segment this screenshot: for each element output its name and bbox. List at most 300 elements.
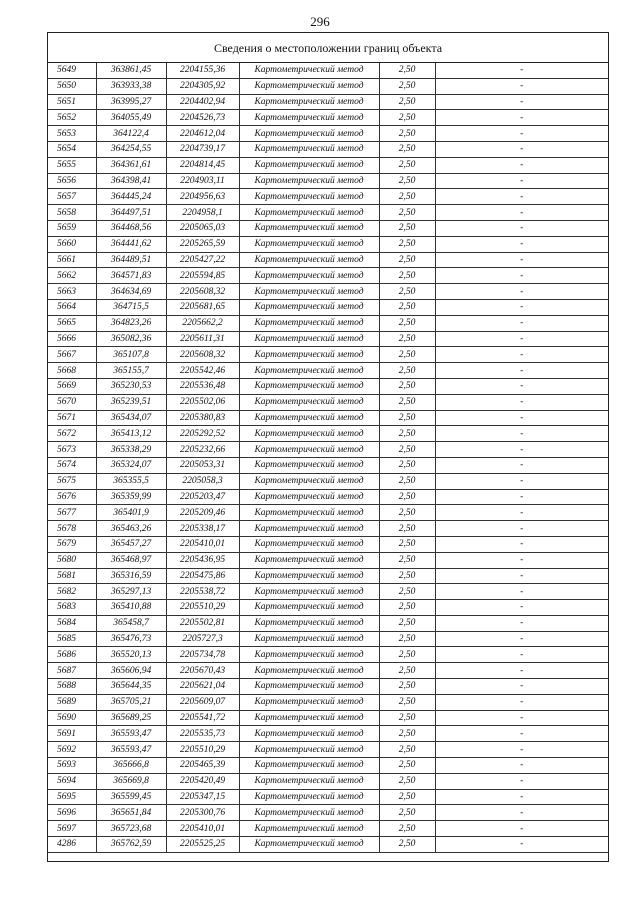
y-coordinate-cell: 2205670,43 bbox=[166, 663, 239, 679]
x-coordinate-cell: 365463,26 bbox=[96, 521, 166, 537]
method-cell: Картометрический метод bbox=[239, 268, 379, 284]
table-row bbox=[48, 805, 608, 821]
y-coordinate-cell: 2205292,52 bbox=[166, 426, 239, 442]
table-row bbox=[48, 173, 608, 189]
y-coordinate-cell: 2205209,46 bbox=[166, 505, 239, 521]
x-coordinate-cell: 363861,45 bbox=[96, 63, 166, 78]
point-number-cell: 5678 bbox=[48, 521, 96, 537]
description-cell: - bbox=[435, 805, 608, 821]
description-cell: - bbox=[435, 536, 608, 552]
point-number-cell: 5659 bbox=[48, 220, 96, 236]
table-row bbox=[48, 205, 608, 221]
y-coordinate-cell: 2205338,17 bbox=[166, 521, 239, 537]
description-cell: - bbox=[435, 473, 608, 489]
method-cell: Картометрический метод bbox=[239, 157, 379, 173]
accuracy-cell: 2,50 bbox=[379, 805, 435, 821]
description-cell: - bbox=[435, 189, 608, 205]
point-number-cell: 5669 bbox=[48, 378, 96, 394]
x-coordinate-cell: 365434,07 bbox=[96, 410, 166, 426]
method-cell: Картометрический метод bbox=[239, 94, 379, 110]
y-coordinate-cell: 2205538,72 bbox=[166, 584, 239, 600]
description-cell: - bbox=[435, 726, 608, 742]
method-cell: Картометрический метод bbox=[239, 378, 379, 394]
y-coordinate-cell: 2205535,73 bbox=[166, 726, 239, 742]
x-coordinate-cell: 365476,73 bbox=[96, 631, 166, 647]
accuracy-cell: 2,50 bbox=[379, 442, 435, 458]
point-number-cell: 5691 bbox=[48, 726, 96, 742]
x-coordinate-cell: 365458,7 bbox=[96, 615, 166, 631]
x-coordinate-cell: 365297,13 bbox=[96, 584, 166, 600]
document-frame bbox=[47, 32, 609, 862]
point-number-cell: 5687 bbox=[48, 663, 96, 679]
point-number-cell: 5652 bbox=[48, 110, 96, 126]
y-coordinate-cell: 2205734,78 bbox=[166, 647, 239, 663]
method-cell: Картометрический метод bbox=[239, 521, 379, 537]
accuracy-cell: 2,50 bbox=[379, 821, 435, 837]
y-coordinate-cell: 2205053,31 bbox=[166, 457, 239, 473]
accuracy-cell: 2,50 bbox=[379, 426, 435, 442]
table-row bbox=[48, 110, 608, 126]
y-coordinate-cell: 2205347,15 bbox=[166, 789, 239, 805]
x-coordinate-cell: 365689,25 bbox=[96, 710, 166, 726]
method-cell: Картометрический метод bbox=[239, 710, 379, 726]
method-cell: Картометрический метод bbox=[239, 189, 379, 205]
x-coordinate-cell: 364441,62 bbox=[96, 236, 166, 252]
accuracy-cell: 2,50 bbox=[379, 284, 435, 300]
table-row bbox=[48, 141, 608, 157]
point-number-cell: 5695 bbox=[48, 789, 96, 805]
y-coordinate-cell: 2204903,11 bbox=[166, 173, 239, 189]
method-cell: Картометрический метод bbox=[239, 315, 379, 331]
method-cell: Картометрический метод bbox=[239, 410, 379, 426]
x-coordinate-cell: 364489,51 bbox=[96, 252, 166, 268]
description-cell: - bbox=[435, 489, 608, 505]
y-coordinate-cell: 2205681,65 bbox=[166, 299, 239, 315]
table-row bbox=[48, 394, 608, 410]
description-cell: - bbox=[435, 568, 608, 584]
description-cell: - bbox=[435, 837, 608, 853]
x-coordinate-cell: 364823,26 bbox=[96, 315, 166, 331]
y-coordinate-cell: 2205510,29 bbox=[166, 600, 239, 616]
method-cell: Картометрический метод bbox=[239, 252, 379, 268]
x-coordinate-cell: 365457,27 bbox=[96, 536, 166, 552]
accuracy-cell: 2,50 bbox=[379, 837, 435, 853]
y-coordinate-cell: 2204612,04 bbox=[166, 126, 239, 142]
y-coordinate-cell: 2205727,3 bbox=[166, 631, 239, 647]
x-coordinate-cell: 365355,5 bbox=[96, 473, 166, 489]
accuracy-cell: 2,50 bbox=[379, 789, 435, 805]
description-cell: - bbox=[435, 457, 608, 473]
x-coordinate-cell: 365666,8 bbox=[96, 758, 166, 774]
table-row bbox=[48, 426, 608, 442]
table-row bbox=[48, 315, 608, 331]
description-cell: - bbox=[435, 600, 608, 616]
description-cell: - bbox=[435, 789, 608, 805]
table-row bbox=[48, 347, 608, 363]
table-row bbox=[48, 647, 608, 663]
point-number-cell: 5696 bbox=[48, 805, 96, 821]
description-cell: - bbox=[435, 821, 608, 837]
description-cell: - bbox=[435, 331, 608, 347]
accuracy-cell: 2,50 bbox=[379, 521, 435, 537]
description-cell: - bbox=[435, 268, 608, 284]
y-coordinate-cell: 2205609,07 bbox=[166, 694, 239, 710]
accuracy-cell: 2,50 bbox=[379, 94, 435, 110]
accuracy-cell: 2,50 bbox=[379, 299, 435, 315]
description-cell: - bbox=[435, 173, 608, 189]
description-cell: - bbox=[435, 521, 608, 537]
x-coordinate-cell: 364254,55 bbox=[96, 141, 166, 157]
accuracy-cell: 2,50 bbox=[379, 631, 435, 647]
accuracy-cell: 2,50 bbox=[379, 615, 435, 631]
x-coordinate-cell: 364122,4 bbox=[96, 126, 166, 142]
accuracy-cell: 2,50 bbox=[379, 126, 435, 142]
point-number-cell: 4286 bbox=[48, 837, 96, 853]
point-number-cell: 5671 bbox=[48, 410, 96, 426]
table-row bbox=[48, 584, 608, 600]
table-row bbox=[48, 63, 608, 78]
table-row bbox=[48, 773, 608, 789]
method-cell: Картометрический метод bbox=[239, 584, 379, 600]
y-coordinate-cell: 2205420,49 bbox=[166, 773, 239, 789]
table-row bbox=[48, 710, 608, 726]
y-coordinate-cell: 2205611,31 bbox=[166, 331, 239, 347]
point-number-cell: 5697 bbox=[48, 821, 96, 837]
x-coordinate-cell: 365316,59 bbox=[96, 568, 166, 584]
method-cell: Картометрический метод bbox=[239, 236, 379, 252]
y-coordinate-cell: 2205265,59 bbox=[166, 236, 239, 252]
table-row bbox=[48, 284, 608, 300]
y-coordinate-cell: 2205232,66 bbox=[166, 442, 239, 458]
method-cell: Картометрический метод bbox=[239, 363, 379, 379]
description-cell: - bbox=[435, 315, 608, 331]
coordinates-table-body bbox=[48, 63, 608, 852]
method-cell: Картометрический метод bbox=[239, 742, 379, 758]
x-coordinate-cell: 365338,29 bbox=[96, 442, 166, 458]
description-cell: - bbox=[435, 141, 608, 157]
table-row bbox=[48, 663, 608, 679]
table-row bbox=[48, 536, 608, 552]
accuracy-cell: 2,50 bbox=[379, 331, 435, 347]
y-coordinate-cell: 2205203,47 bbox=[166, 489, 239, 505]
table-row bbox=[48, 742, 608, 758]
y-coordinate-cell: 2204526,73 bbox=[166, 110, 239, 126]
y-coordinate-cell: 2205436,95 bbox=[166, 552, 239, 568]
accuracy-cell: 2,50 bbox=[379, 378, 435, 394]
y-coordinate-cell: 2205594,85 bbox=[166, 268, 239, 284]
table-row bbox=[48, 220, 608, 236]
point-number-cell: 5655 bbox=[48, 157, 96, 173]
description-cell: - bbox=[435, 694, 608, 710]
point-number-cell: 5656 bbox=[48, 173, 96, 189]
description-cell: - bbox=[435, 663, 608, 679]
point-number-cell: 5685 bbox=[48, 631, 96, 647]
point-number-cell: 5690 bbox=[48, 710, 96, 726]
x-coordinate-cell: 364571,83 bbox=[96, 268, 166, 284]
x-coordinate-cell: 365413,12 bbox=[96, 426, 166, 442]
table-row bbox=[48, 363, 608, 379]
table-row bbox=[48, 94, 608, 110]
accuracy-cell: 2,50 bbox=[379, 758, 435, 774]
description-cell: - bbox=[435, 299, 608, 315]
point-number-cell: 5689 bbox=[48, 694, 96, 710]
point-number-cell: 5668 bbox=[48, 363, 96, 379]
accuracy-cell: 2,50 bbox=[379, 205, 435, 221]
table-row bbox=[48, 252, 608, 268]
accuracy-cell: 2,50 bbox=[379, 157, 435, 173]
point-number-cell: 5661 bbox=[48, 252, 96, 268]
point-number-cell: 5675 bbox=[48, 473, 96, 489]
x-coordinate-cell: 365723,68 bbox=[96, 821, 166, 837]
table-row bbox=[48, 758, 608, 774]
table-row bbox=[48, 378, 608, 394]
table-row bbox=[48, 489, 608, 505]
accuracy-cell: 2,50 bbox=[379, 773, 435, 789]
point-number-cell: 5649 bbox=[48, 63, 96, 78]
y-coordinate-cell: 2205410,01 bbox=[166, 821, 239, 837]
description-cell: - bbox=[435, 426, 608, 442]
method-cell: Картометрический метод bbox=[239, 110, 379, 126]
y-coordinate-cell: 2205465,39 bbox=[166, 758, 239, 774]
accuracy-cell: 2,50 bbox=[379, 347, 435, 363]
y-coordinate-cell: 2204305,92 bbox=[166, 78, 239, 94]
method-cell: Картометрический метод bbox=[239, 442, 379, 458]
accuracy-cell: 2,50 bbox=[379, 457, 435, 473]
accuracy-cell: 2,50 bbox=[379, 742, 435, 758]
table-row bbox=[48, 568, 608, 584]
y-coordinate-cell: 2204814,45 bbox=[166, 157, 239, 173]
y-coordinate-cell: 2205608,32 bbox=[166, 347, 239, 363]
x-coordinate-cell: 364445,24 bbox=[96, 189, 166, 205]
y-coordinate-cell: 2204958,1 bbox=[166, 205, 239, 221]
method-cell: Картометрический метод bbox=[239, 679, 379, 695]
description-cell: - bbox=[435, 126, 608, 142]
method-cell: Картометрический метод bbox=[239, 473, 379, 489]
accuracy-cell: 2,50 bbox=[379, 647, 435, 663]
page-number: 296 bbox=[310, 14, 330, 29]
table-row bbox=[48, 410, 608, 426]
x-coordinate-cell: 365230,53 bbox=[96, 378, 166, 394]
table-row bbox=[48, 299, 608, 315]
x-coordinate-cell: 365107,8 bbox=[96, 347, 166, 363]
method-cell: Картометрический метод bbox=[239, 726, 379, 742]
point-number-cell: 5694 bbox=[48, 773, 96, 789]
x-coordinate-cell: 364497,51 bbox=[96, 205, 166, 221]
point-number-cell: 5665 bbox=[48, 315, 96, 331]
point-number-cell: 5679 bbox=[48, 536, 96, 552]
point-number-cell: 5682 bbox=[48, 584, 96, 600]
point-number-cell: 5664 bbox=[48, 299, 96, 315]
y-coordinate-cell: 2205502,06 bbox=[166, 394, 239, 410]
description-cell: - bbox=[435, 378, 608, 394]
description-cell: - bbox=[435, 236, 608, 252]
table-row bbox=[48, 600, 608, 616]
y-coordinate-cell: 2205542,46 bbox=[166, 363, 239, 379]
accuracy-cell: 2,50 bbox=[379, 173, 435, 189]
method-cell: Картометрический метод bbox=[239, 78, 379, 94]
point-number-cell: 5663 bbox=[48, 284, 96, 300]
table-row bbox=[48, 189, 608, 205]
y-coordinate-cell: 2204155,36 bbox=[166, 63, 239, 78]
table-row bbox=[48, 821, 608, 837]
accuracy-cell: 2,50 bbox=[379, 63, 435, 78]
method-cell: Картометрический метод bbox=[239, 615, 379, 631]
point-number-cell: 5650 bbox=[48, 78, 96, 94]
y-coordinate-cell: 2205410,01 bbox=[166, 536, 239, 552]
point-number-cell: 5688 bbox=[48, 679, 96, 695]
method-cell: Картометрический метод bbox=[239, 663, 379, 679]
x-coordinate-cell: 364715,5 bbox=[96, 299, 166, 315]
point-number-cell: 5653 bbox=[48, 126, 96, 142]
method-cell: Картометрический метод bbox=[239, 284, 379, 300]
point-number-cell: 5683 bbox=[48, 600, 96, 616]
x-coordinate-cell: 364398,41 bbox=[96, 173, 166, 189]
x-coordinate-cell: 365644,35 bbox=[96, 679, 166, 695]
method-cell: Картометрический метод bbox=[239, 789, 379, 805]
table-row bbox=[48, 78, 608, 94]
method-cell: Картометрический метод bbox=[239, 457, 379, 473]
accuracy-cell: 2,50 bbox=[379, 110, 435, 126]
x-coordinate-cell: 363933,38 bbox=[96, 78, 166, 94]
y-coordinate-cell: 2205662,2 bbox=[166, 315, 239, 331]
description-cell: - bbox=[435, 394, 608, 410]
accuracy-cell: 2,50 bbox=[379, 663, 435, 679]
accuracy-cell: 2,50 bbox=[379, 363, 435, 379]
description-cell: - bbox=[435, 773, 608, 789]
accuracy-cell: 2,50 bbox=[379, 710, 435, 726]
table-row bbox=[48, 442, 608, 458]
method-cell: Картометрический метод bbox=[239, 63, 379, 78]
point-number-cell: 5667 bbox=[48, 347, 96, 363]
accuracy-cell: 2,50 bbox=[379, 473, 435, 489]
method-cell: Картометрический метод bbox=[239, 126, 379, 142]
x-coordinate-cell: 365324,07 bbox=[96, 457, 166, 473]
method-cell: Картометрический метод bbox=[239, 758, 379, 774]
table-row bbox=[48, 268, 608, 284]
x-coordinate-cell: 365359,99 bbox=[96, 489, 166, 505]
method-cell: Картометрический метод bbox=[239, 489, 379, 505]
description-cell: - bbox=[435, 157, 608, 173]
y-coordinate-cell: 2205536,48 bbox=[166, 378, 239, 394]
description-cell: - bbox=[435, 742, 608, 758]
method-cell: Картометрический метод bbox=[239, 821, 379, 837]
description-cell: - bbox=[435, 252, 608, 268]
point-number-cell: 5673 bbox=[48, 442, 96, 458]
y-coordinate-cell: 2205427,22 bbox=[166, 252, 239, 268]
method-cell: Картометрический метод bbox=[239, 837, 379, 853]
accuracy-cell: 2,50 bbox=[379, 141, 435, 157]
method-cell: Картометрический метод bbox=[239, 426, 379, 442]
point-number-cell: 5651 bbox=[48, 94, 96, 110]
description-cell: - bbox=[435, 442, 608, 458]
point-number-cell: 5680 bbox=[48, 552, 96, 568]
description-cell: - bbox=[435, 710, 608, 726]
point-number-cell: 5674 bbox=[48, 457, 96, 473]
y-coordinate-cell: 2205502,81 bbox=[166, 615, 239, 631]
x-coordinate-cell: 365606,94 bbox=[96, 663, 166, 679]
method-cell: Картометрический метод bbox=[239, 205, 379, 221]
point-number-cell: 5672 bbox=[48, 426, 96, 442]
point-number-cell: 5662 bbox=[48, 268, 96, 284]
description-cell: - bbox=[435, 284, 608, 300]
accuracy-cell: 2,50 bbox=[379, 694, 435, 710]
method-cell: Картометрический метод bbox=[239, 552, 379, 568]
method-cell: Картометрический метод bbox=[239, 647, 379, 663]
table-row bbox=[48, 157, 608, 173]
method-cell: Картометрический метод bbox=[239, 394, 379, 410]
description-cell: - bbox=[435, 647, 608, 663]
point-number-cell: 5686 bbox=[48, 647, 96, 663]
x-coordinate-cell: 365651,84 bbox=[96, 805, 166, 821]
method-cell: Картометрический метод bbox=[239, 805, 379, 821]
x-coordinate-cell: 365401,9 bbox=[96, 505, 166, 521]
method-cell: Картометрический метод bbox=[239, 568, 379, 584]
accuracy-cell: 2,50 bbox=[379, 568, 435, 584]
table-row bbox=[48, 126, 608, 142]
table-row bbox=[48, 726, 608, 742]
y-coordinate-cell: 2204739,17 bbox=[166, 141, 239, 157]
description-cell: - bbox=[435, 78, 608, 94]
accuracy-cell: 2,50 bbox=[379, 410, 435, 426]
y-coordinate-cell: 2205300,76 bbox=[166, 805, 239, 821]
method-cell: Картометрический метод bbox=[239, 773, 379, 789]
accuracy-cell: 2,50 bbox=[379, 505, 435, 521]
table-row bbox=[48, 694, 608, 710]
description-cell: - bbox=[435, 584, 608, 600]
x-coordinate-cell: 365593,47 bbox=[96, 742, 166, 758]
method-cell: Картометрический метод bbox=[239, 694, 379, 710]
table-row bbox=[48, 615, 608, 631]
method-cell: Картометрический метод bbox=[239, 331, 379, 347]
accuracy-cell: 2,50 bbox=[379, 189, 435, 205]
accuracy-cell: 2,50 bbox=[379, 78, 435, 94]
point-number-cell: 5677 bbox=[48, 505, 96, 521]
y-coordinate-cell: 2204402,94 bbox=[166, 94, 239, 110]
description-cell: - bbox=[435, 758, 608, 774]
description-cell: - bbox=[435, 410, 608, 426]
description-cell: - bbox=[435, 110, 608, 126]
accuracy-cell: 2,50 bbox=[379, 236, 435, 252]
description-cell: - bbox=[435, 220, 608, 236]
description-cell: - bbox=[435, 505, 608, 521]
method-cell: Картометрический метод bbox=[239, 347, 379, 363]
accuracy-cell: 2,50 bbox=[379, 536, 435, 552]
x-coordinate-cell: 365410,88 bbox=[96, 600, 166, 616]
point-number-cell: 5692 bbox=[48, 742, 96, 758]
point-number-cell: 5660 bbox=[48, 236, 96, 252]
y-coordinate-cell: 2205608,32 bbox=[166, 284, 239, 300]
description-cell: - bbox=[435, 347, 608, 363]
table-row bbox=[48, 457, 608, 473]
description-cell: - bbox=[435, 363, 608, 379]
x-coordinate-cell: 365155,7 bbox=[96, 363, 166, 379]
y-coordinate-cell: 2205525,25 bbox=[166, 837, 239, 853]
x-coordinate-cell: 364055,49 bbox=[96, 110, 166, 126]
x-coordinate-cell: 365520,13 bbox=[96, 647, 166, 663]
accuracy-cell: 2,50 bbox=[379, 600, 435, 616]
y-coordinate-cell: 2205475,86 bbox=[166, 568, 239, 584]
table-row bbox=[48, 789, 608, 805]
point-number-cell: 5670 bbox=[48, 394, 96, 410]
table-row bbox=[48, 837, 608, 853]
table-row bbox=[48, 505, 608, 521]
method-cell: Картометрический метод bbox=[239, 505, 379, 521]
accuracy-cell: 2,50 bbox=[379, 252, 435, 268]
method-cell: Картометрический метод bbox=[239, 220, 379, 236]
accuracy-cell: 2,50 bbox=[379, 679, 435, 695]
x-coordinate-cell: 365239,51 bbox=[96, 394, 166, 410]
table-row bbox=[48, 631, 608, 647]
